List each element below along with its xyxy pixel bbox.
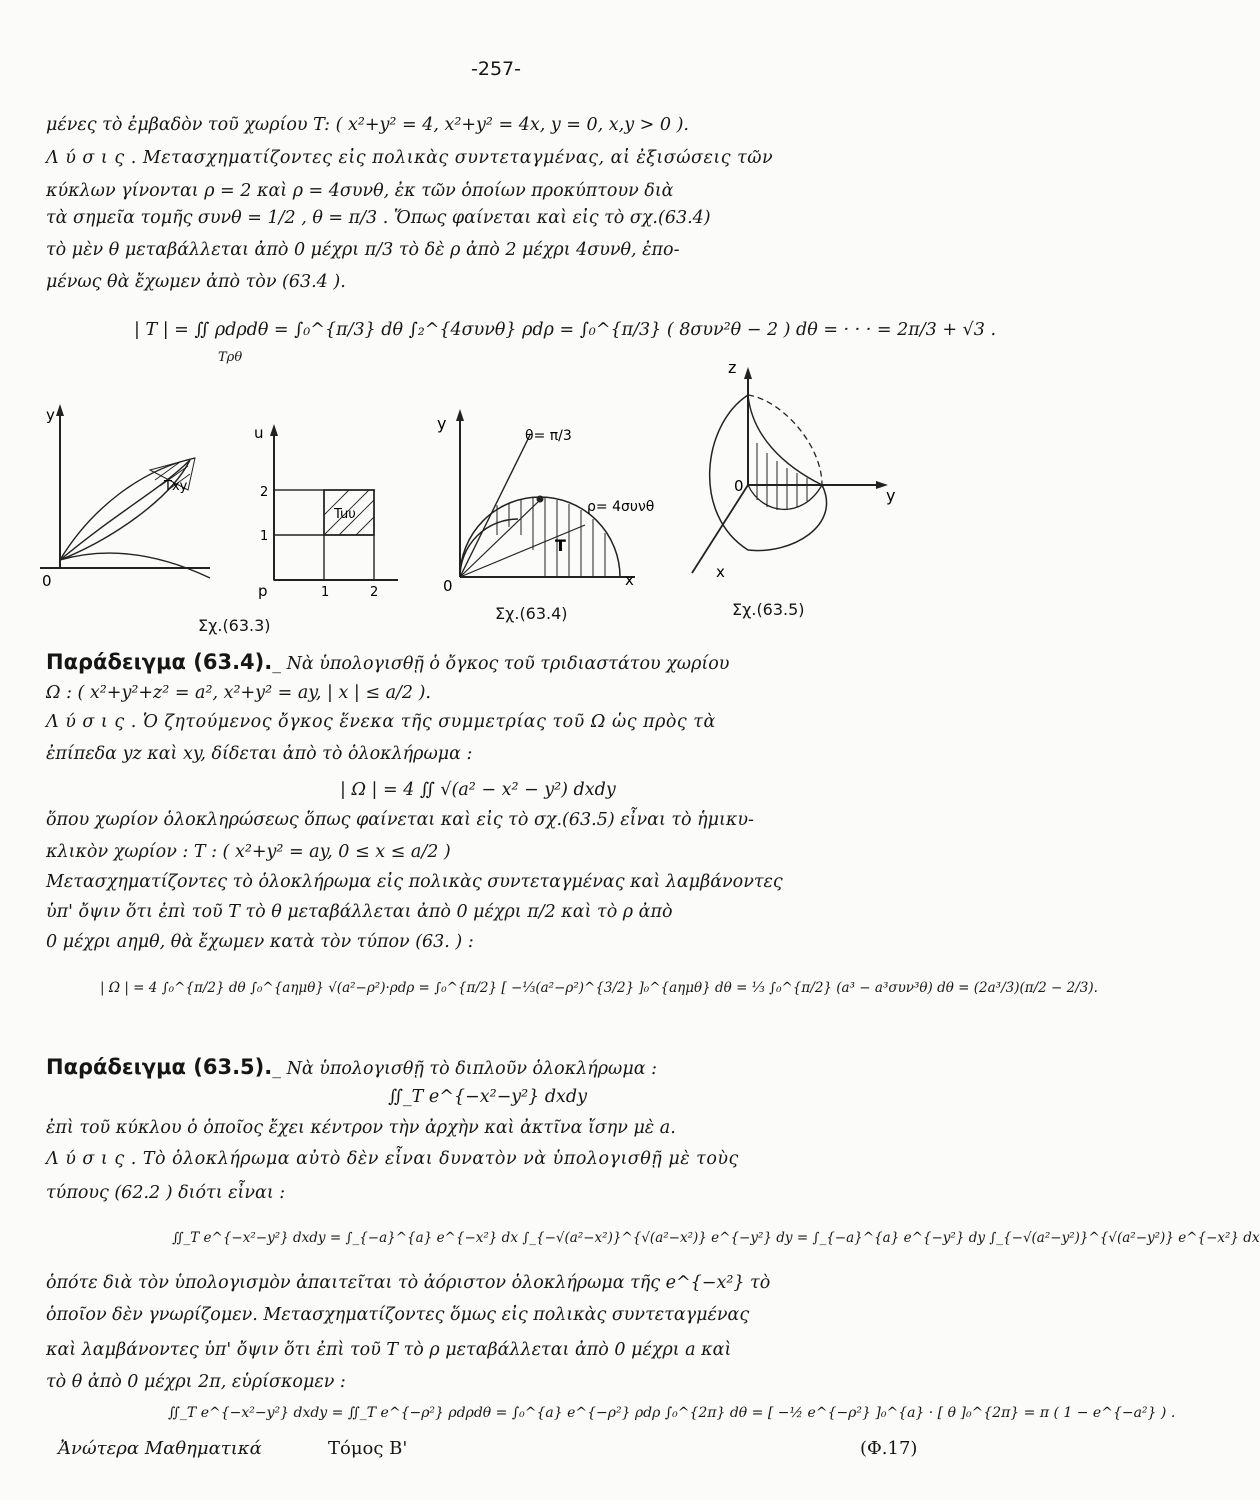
text-line: μένως θὰ ἔχωμεν ἀπὸ τὸν (63.4 ).	[46, 272, 346, 292]
u-label: u	[254, 424, 264, 442]
text-line: καὶ λαμβάνοντες ὑπ' ὄψιν ὅτι ἐπὶ τοῦ T τὸ ρ μεταβάλλεται ἀπὸ 0 μέχρι a καὶ	[46, 1340, 732, 1360]
rho-label: ρ= 4συνθ	[587, 499, 655, 515]
region-label: Tuυ	[334, 507, 356, 522]
u-axis-arrow-icon	[270, 424, 278, 436]
example-intro: _ Νὰ ὑπολογισθῇ τὸ διπλοῦν ὁλοκλήρωμα :	[272, 1059, 657, 1079]
text-line: Λ ύ σ ι ς . Ὁ ζητούμενος ὄγκος ἕνεκα τῆς συμμετρίας τοῦ Ω ὡς πρὸς τὰ	[46, 712, 716, 732]
z-label: z	[728, 358, 737, 377]
region-label: Txy	[164, 479, 188, 494]
text-line: τὰ σημεῖα τομῆς συνθ = 1/2 , θ = π/3 . Ὅπως φαίνεται καὶ εἰς τὸ σχ.(63.4)	[46, 208, 711, 228]
example-heading	[46, 1055, 657, 1079]
p-label: p	[258, 582, 268, 600]
figure-uv-plane	[238, 420, 408, 600]
example-intro: _ Νὰ ὑπολογισθῇ ὁ ὄγκος τοῦ τριδιαστάτου χωρίου	[272, 654, 730, 674]
y-axis-arrow-icon	[456, 409, 464, 421]
region-label: T	[555, 536, 566, 555]
x-label: x	[625, 571, 634, 589]
hatch-line	[356, 517, 374, 535]
origin-label: 0	[443, 577, 453, 595]
footer-sheet: (Φ.17)	[860, 1438, 918, 1459]
figure-63-4	[425, 405, 665, 605]
z-axis-arrow-icon	[744, 367, 752, 379]
curve	[60, 460, 190, 560]
text-line: Λ ύ σ ι ς . Μετασχηματίζοντες εἰς πολικὰς συντεταγμένας, αἱ ἐξισώσεις τῶν	[46, 148, 774, 168]
theta-label: θ= π/3	[525, 428, 572, 444]
tick-x: 1	[321, 585, 330, 600]
y-label: y	[437, 414, 447, 433]
equation-cartesian: ∬_T e^{−x²−y²} dxdy = ∫_{−a}^{a} e^{−x²} dx ∫_{−√(a²−x²)}^{√(a²−x²)} e^{−y²} dy = ∫_{−a}^{a} e^{−y²} dy ∫_{−√(a²−y²)}^{√(a²−y²)} e^{−x²} dx	[172, 1230, 1260, 1246]
tick-y: 1	[260, 529, 269, 544]
equation-volume-polar: | Ω | = 4 ∫₀^{π/2} dθ ∫₀^{aημθ} √(a²−ρ²)·ρdρ = ∫₀^{π/2} [ −⅓(a²−ρ²)^{3/2} ]₀^{aημθ} dθ = ⅓ ∫₀^{π/2} (a³ − a³συν³θ) dθ = (2a³/3)(π/2 − 2/3).	[100, 980, 1098, 996]
curve	[748, 485, 822, 509]
x-label: x	[716, 563, 725, 581]
text-line: ἐπὶ τοῦ κύκλου ὁ ὁποῖος ἔχει κέντρον τὴν ἀρχὴν καὶ ἀκτῖνα ἴσην μὲ a.	[46, 1118, 676, 1138]
text-line: 0 μέχρι aημθ, θὰ ἔχωμεν κατὰ τὸν τύπον (63. ) :	[46, 932, 474, 952]
curve	[748, 395, 822, 485]
equation-area: | T | = ∬ ρdρdθ = ∫₀^{π/3} dθ ∫₂^{4συνθ} ρdρ = ∫₀^{π/3} ( 8συν²θ − 2 ) dθ = · · · = 2π/3 + √3 .	[134, 320, 997, 340]
x-axis	[692, 485, 748, 573]
origin-label: 0	[42, 572, 52, 590]
sphere-outline	[710, 395, 827, 551]
radius-line	[460, 500, 540, 577]
text-line: κλικὸν χωρίον : T : ( x²+y² = ay, 0 ≤ x ≤ a/2 )	[46, 842, 451, 862]
footer-volume: Τόμος Β'	[328, 1438, 408, 1459]
origin-label: 0	[734, 477, 744, 495]
text-line: ὑπ' ὄψιν ὅτι ἐπὶ τοῦ T τὸ θ μεταβάλλεται ἀπὸ 0 μέχρι π/2 καὶ τὸ ρ ἀπὸ	[46, 902, 673, 922]
caption: Σχ.(63.4)	[495, 604, 568, 623]
equation-volume: | Ω | = 4 ∬ √(a² − x² − y²) dxdy	[340, 780, 616, 800]
tick-y: 2	[260, 485, 269, 500]
text-line: Μετασχηματίζοντες τὸ ὁλοκλήρωμα εἰς πολικὰς συντεταγμένας καὶ λαμβάνοντες	[46, 872, 783, 892]
caption: Σχ.(63.3)	[198, 616, 271, 635]
text-line: ὁπότε διὰ τὸν ὑπολογισμὸν ἀπαιτεῖται τὸ ἀόριστον ὁλοκλήρωμα τῆς e^{−x²} τὸ	[46, 1273, 771, 1293]
figure-63-3	[30, 400, 230, 600]
point-marker	[537, 496, 544, 503]
page-number: -257-	[471, 58, 521, 80]
equation-area-subscript: Tρθ	[218, 350, 243, 365]
text-line: Ω : ( x²+y²+z² = a², x²+y² = ay, | x | ≤ a/2 ).	[46, 683, 431, 703]
text-line: κύκλων γίνονται ρ = 2 καὶ ρ = 4συνθ, ἐκ τῶν ὁποίων προκύπτουν διὰ	[46, 181, 674, 201]
dashed-curve	[748, 395, 822, 485]
text-line: τὸ μὲν θ μεταβάλλεται ἀπὸ 0 μέχρι π/3 τὸ δὲ ρ ἀπὸ 2 μέχρι 4συνθ, ἐπο-	[46, 240, 680, 260]
figure-63-5	[672, 355, 902, 585]
text-line: ὁποῖον δὲν γνωρίζομεν. Μετασχηματίζοντες ὅμως εἰς πολικὰς συντεταγμένας	[46, 1305, 750, 1325]
equation-double-integral: ∬_T e^{−x²−y²} dxdy	[388, 1087, 588, 1107]
y-label: y	[886, 486, 896, 505]
example-title: Παράδειγμα (63.4).	[46, 650, 273, 674]
example-title: Παράδειγμα (63.5).	[46, 1055, 273, 1079]
caption: Σχ.(63.5)	[732, 600, 805, 619]
text-line: ὅπου χωρίον ὁλοκληρώσεως ὅπως φαίνεται καὶ εἰς τὸ σχ.(63.5) εἶναι τὸ ἡμικυ-	[46, 810, 754, 830]
text-line: μένες τὸ ἐμβαδὸν τοῦ χωρίου T: ( x²+y² = 4, x²+y² = 4x, y = 0, x,y > 0 ).	[46, 115, 689, 135]
text-line: τύπους (62.2 ) διότι εἶναι :	[46, 1183, 286, 1203]
hatch-line	[155, 462, 180, 480]
text-line: ἐπίπεδα yz καὶ xy, δίδεται ἀπὸ τὸ ὁλοκλήρωμα :	[46, 744, 473, 764]
tick-x: 2	[370, 585, 379, 600]
y-axis-arrow-icon	[56, 404, 64, 416]
example-heading	[46, 650, 729, 674]
text-line: Λ ύ σ ι ς . Τὸ ὁλοκλήρωμα αὐτὸ δὲν εἶναι δυνατὸν νὰ ὑπολογισθῇ μὲ τοὺς	[46, 1149, 739, 1169]
theta-ray	[460, 435, 530, 577]
text-line: τὸ θ ἀπὸ 0 μέχρι 2π, εὑρίσκομεν :	[46, 1372, 346, 1392]
equation-polar-result: ∬_T e^{−x²−y²} dxdy = ∬_T e^{−ρ²} ρdρdθ = ∫₀^{a} e^{−ρ²} ρdρ ∫₀^{2π} dθ = [ −½ e^{−ρ²} ]₀^{a} · [ θ ]₀^{2π} = π ( 1 − e^{−a²} ) .	[168, 1405, 1176, 1421]
curve	[60, 553, 210, 578]
footer-book-title: Ἀνώτερα Μαθηματικά	[58, 1438, 262, 1459]
radius-line	[460, 525, 585, 577]
y-label: y	[46, 406, 55, 424]
